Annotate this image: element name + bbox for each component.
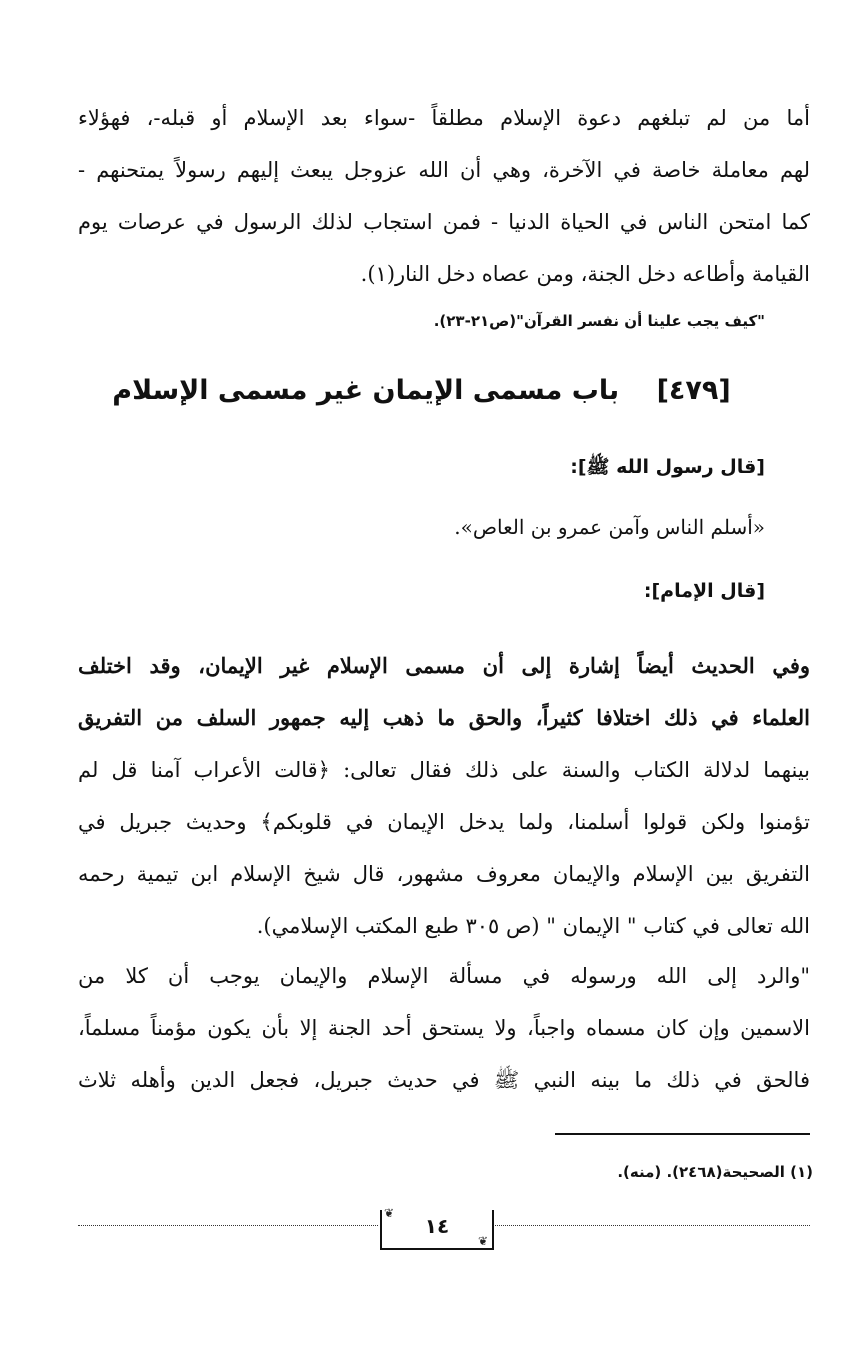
text-line: العلماء في ذلك اختلافا كثيراً، والحق ما ذهب إليه جمهور السلف من التفريق: [78, 705, 810, 730]
chapter-heading: [0, 375, 843, 406]
imam-said-label: [قال الإمام]:: [643, 580, 765, 602]
text-line: القيامة وأطاعه دخل الجنة، ومن عصاه دخل النار(١).: [360, 262, 810, 286]
text-line: الاسمين وإن كان مسماه واجباً، ولا يستحق أحد الجنة إلا بأن يكون مؤمناً مسلماً،: [78, 1016, 810, 1040]
footer-dotted-rule: [492, 1225, 810, 1226]
text-line: بينهما لدلالة الكتاب والسنة على ذلك فقال تعالى: ﴿قالت الأعراب آمنا قل لم: [78, 758, 810, 782]
source-citation: "كيف يجب علينا أن نفسر القرآن"(ص٢١-٢٣).: [433, 312, 765, 330]
hadith-text: «أسلم الناس وآمن عمرو بن العاص».: [454, 515, 765, 539]
footer-dotted-rule: [78, 1225, 378, 1226]
ornament-icon: ❦: [384, 1206, 395, 1220]
text-line: فالحق في ذلك ما بينه النبي ﷺ في حديث جبريل، فجعل الدين وأهله ثلاث: [78, 1068, 810, 1092]
text-line: الله تعالى في كتاب " الإيمان " (ص ٣٠٥ طبع المكتب الإسلامي).: [256, 914, 810, 938]
ornament-icon: ❦: [477, 1234, 488, 1248]
text-line: لهم معاملة خاصة في الآخرة، وهي أن الله عزوجل يبعث إليهم رسولاً يمتحنهم -: [78, 158, 810, 182]
text-line: وفي الحديث أيضاً إشارة إلى أن مسمى الإسلام غير الإيمان، وقد اختلف: [78, 653, 810, 678]
commentary-paragraph: [78, 640, 810, 952]
page-number-frame: [380, 1206, 494, 1250]
text-line: "والرد إلى الله ورسوله في مسألة الإسلام والإيمان يوجب أن كلا من: [78, 964, 810, 988]
quote-paragraph: [78, 950, 810, 1106]
text-line: تؤمنوا ولكن قولوا أسلمنا، ولما يدخل الإيمان في قلوبكم﴾ وحديث جبريل في: [78, 810, 810, 834]
text-line: التفريق بين الإسلام والإيمان معروف مشهور، قال شيخ الإسلام ابن تيمية رحمه: [78, 862, 810, 886]
intro-paragraph: [78, 92, 810, 300]
chapter-title: باب مسمى الإيمان غير مسمى الإسلام: [112, 375, 620, 406]
page-number: ١٤: [424, 1214, 450, 1238]
footnote: (١) الصحيحة(٢٤٦٨). (منه).: [617, 1163, 813, 1181]
prophet-said-label: [قال رسول الله ﷺ]:: [570, 456, 765, 478]
footnote-divider: [555, 1133, 810, 1135]
chapter-number: [٤٧٩]: [656, 375, 731, 406]
text-line: أما من لم تبلغهم دعوة الإسلام مطلقاً -سواء بعد الإسلام أو قبله-، فهؤلاء: [78, 106, 810, 130]
text-line: كما امتحن الناس في الحياة الدنيا - فمن استجاب لذلك الرسول في عرصات يوم: [78, 210, 810, 234]
